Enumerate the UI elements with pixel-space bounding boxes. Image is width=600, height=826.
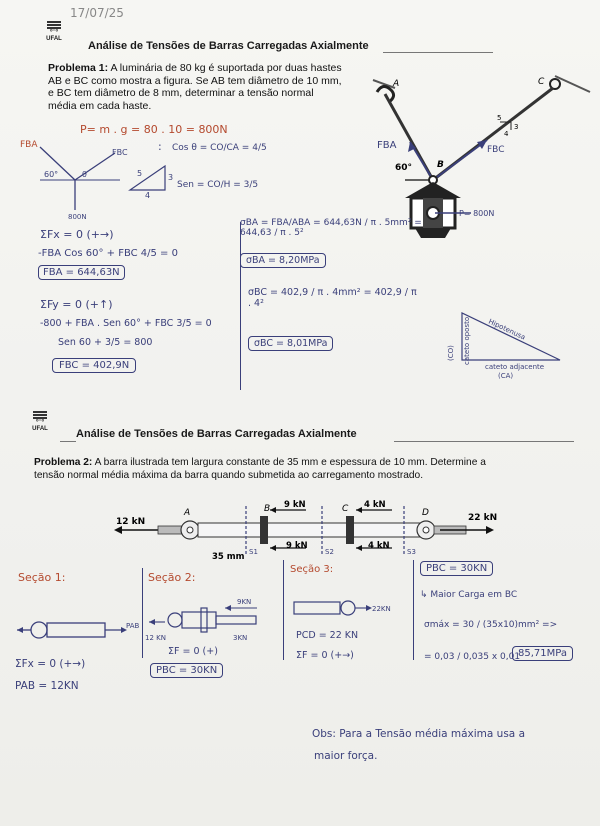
p2-observation-2: maior força. xyxy=(314,750,378,762)
ufal-logo: ᵒ⁻ᵒ UFAL xyxy=(44,20,64,43)
p2-section3-sketch xyxy=(290,592,415,622)
fig2-9kn-bottom: 9 kN xyxy=(286,541,308,551)
p2-section1-sketch xyxy=(15,608,145,648)
p2-sumfx: ΣFx = 0 (+→) xyxy=(15,658,86,670)
tri-note-h: Hipotenusa xyxy=(487,317,527,342)
fig1-label-a: A xyxy=(393,79,400,89)
p2-s2-3kn: 3KN xyxy=(233,634,248,642)
p2-s2-pbc: PBC = 30KN xyxy=(150,663,223,678)
fig2-4kn-top: 4 kN xyxy=(364,500,386,510)
problem1-label: Problema 1: xyxy=(48,62,109,74)
fig2-label-a: A xyxy=(184,508,191,518)
p2-pbc-box: PBC = 30KN xyxy=(420,561,493,576)
tri-note-ca2: (CA) xyxy=(498,372,514,380)
p1-sigma-bc-result: σBC = 8,01MPa xyxy=(248,336,333,351)
p2-sigma-max: σmáx = 30 / (35x10)mm² => xyxy=(424,620,558,630)
p2-s2-12kn: 12 KN xyxy=(145,634,166,642)
fig1-fbc: FBC xyxy=(487,145,505,155)
fig2-4kn-bottom: 4 kN xyxy=(368,541,390,551)
p1-divider xyxy=(240,222,241,390)
p2-section2-title: Seção 2: xyxy=(148,571,196,584)
p1-sketch-fba: FBA xyxy=(20,140,38,150)
problem2-label: Problema 2: xyxy=(34,457,93,468)
p1-fy-equation: -800 + FBA . Sen 60° + FBC 3/5 = 0 xyxy=(40,318,212,329)
p1-sigma-ba-result: σBA = 8,20MPa xyxy=(240,253,326,268)
p1-tri-4: 4 xyxy=(145,191,151,198)
fig2-s2: S2 xyxy=(325,548,334,556)
p1-tri-5: 5 xyxy=(137,169,143,178)
p1-tri-3: 3 xyxy=(168,173,174,182)
header-title-2: Análise de Tensões de Barras Carregadas Axialmente xyxy=(76,428,357,440)
p1-sumfy: ΣFy = 0 (+↑) xyxy=(40,298,113,311)
p2-pab-result: PAB = 12KN xyxy=(15,680,79,692)
p1-sen: Sen = CO/H = 3/5 xyxy=(177,180,259,190)
fig2-s1: S1 xyxy=(249,548,258,556)
header-title: Análise de Tensões de Barras Carregadas Axialmente xyxy=(88,40,369,52)
p2-s1-pab: PAB xyxy=(126,622,140,630)
fig1-tri-3: 3 xyxy=(514,123,519,131)
p1-sketch-theta: θ xyxy=(82,170,87,179)
problem2-figure xyxy=(110,496,500,564)
fig2-f22: 22 kN xyxy=(468,513,498,523)
fig2-9kn-top: 9 kN xyxy=(284,500,306,510)
ufal-logo-2: ᵒ⁻ᵒ UFAL xyxy=(30,410,50,433)
p2-section3-title: Seção 3: xyxy=(290,564,334,575)
tri-note-co: (CO) xyxy=(447,345,455,361)
fig2-35mm: 35 mm xyxy=(212,552,245,562)
p1-sketch-800: 800N xyxy=(68,213,87,220)
p2-section1-title: Seção 1: xyxy=(18,571,66,584)
p1-sigma-ba: σBA = FBA/ABA = 644,63N / π . 5mm² = 644,63 / π . 5² xyxy=(240,218,422,238)
p1-triangle xyxy=(125,158,175,198)
p2-calc: = 0,03 / 0,035 x 0,01 xyxy=(424,652,521,662)
header-rule-2a xyxy=(60,441,76,442)
fig2-label-b: B xyxy=(264,504,271,514)
fig1-tri-4: 4 xyxy=(504,130,509,138)
fig1-label-b: B xyxy=(437,160,444,170)
header-rule-2b xyxy=(394,441,574,442)
p2-s2-sumf: ΣF = 0 (+) xyxy=(168,646,218,657)
fig1-weight: P= 800N xyxy=(459,209,495,218)
p1-weight-calc: P= m . g = 80 . 10 = 800N xyxy=(80,123,228,136)
p2-section2-sketch xyxy=(145,592,285,652)
p1-fba-result: FBA = 644,63N xyxy=(38,265,125,280)
p1-sketch-fbc: FBC xyxy=(112,148,128,157)
fig2-label-c: C xyxy=(342,504,349,514)
p2-s3-sumf: ΣF = 0 (+→) xyxy=(296,650,354,661)
p2-maior-carga: ↳ Maior Carga em BC xyxy=(420,590,518,600)
p2-s2-9kn: 9KN xyxy=(237,598,252,606)
problem1-statement: Problema 1: A luminária de 80 kg é suportada por duas hastes AB e BC como mostra a figura. Se AB tem diâmetro de 10 mm, e BC tem diâmetro de 8 mm, determinar a tensão normal média em cada haste. xyxy=(48,62,342,112)
fig1-label-c: C xyxy=(538,77,545,87)
p1-sumfx: ΣFx = 0 (+→) xyxy=(40,228,114,241)
p1-fx-equation: -FBA Cos 60° + FBC 4/5 = 0 xyxy=(38,248,178,259)
p2-s3-22kn: 22KN xyxy=(372,605,391,613)
problem2-statement: Problema 2: A barra ilustrada tem largura constante de 35 mm e espessura de 10 mm. Determine a tensão normal média máxima da barra quando submetida ao carregamento mostrado. xyxy=(34,457,486,481)
p2-result: 85,71MPa xyxy=(512,646,573,661)
fig2-f12: 12 kN xyxy=(116,517,146,527)
fig2-label-d: D xyxy=(422,508,429,518)
fig1-tri-5: 5 xyxy=(497,114,502,122)
p1-colon: : xyxy=(158,140,162,153)
p2-observation: Obs: Para a Tensão média máxima usa a xyxy=(312,728,526,740)
p1-fy-equation-2: Sen 60 + 3/5 = 800 xyxy=(58,337,153,348)
fig1-fba: FBA xyxy=(377,140,397,151)
tri-note-co2: cateto oposto xyxy=(463,316,471,365)
p1-sigma-bc: σBC = 402,9 / π . 4mm² = 402,9 / π . 4² xyxy=(248,287,417,309)
tri-note-ca: cateto adjacente xyxy=(485,363,545,371)
p1-triangle-notes xyxy=(440,305,590,380)
fig2-s3: S3 xyxy=(407,548,416,556)
p1-cos: Cos θ = CO/CA = 4/5 xyxy=(172,143,267,153)
fig1-angle: 60° xyxy=(395,163,413,173)
handwritten-date: 17/07/25 xyxy=(70,6,124,20)
p1-sketch-60: 60° xyxy=(44,170,59,179)
p2-pcd: PCD = 22 KN xyxy=(296,630,359,641)
p1-fbc-result: FBC = 402,9N xyxy=(52,358,136,373)
header-rule xyxy=(383,52,493,53)
